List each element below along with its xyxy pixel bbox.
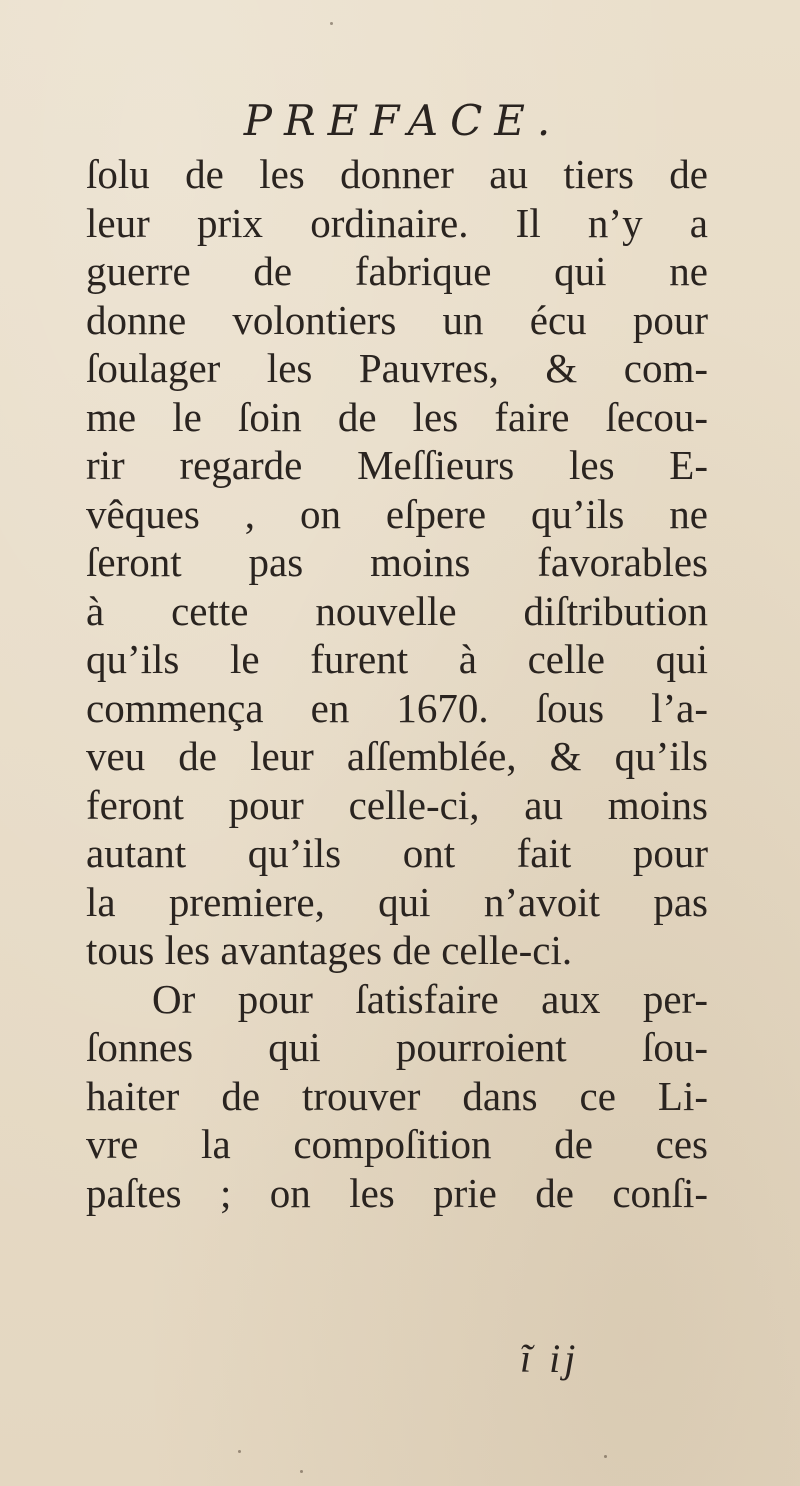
text-line: ſeront pas moins favorables bbox=[86, 539, 708, 585]
paper-speck bbox=[238, 1450, 241, 1453]
text-line: vêques , on eſpere qu’ils ne bbox=[86, 490, 708, 537]
text-line: haiter de trouver dans ce Li- bbox=[86, 1072, 708, 1119]
text-line: à cette nouvelle diſtribution bbox=[86, 587, 708, 634]
text-line: donne volontiers un écu pour bbox=[86, 296, 708, 343]
text-line: leur prix ordinaire. Il n’y a bbox=[86, 199, 708, 246]
running-title: PREFACE. bbox=[243, 96, 563, 145]
text-line: tous les avantages de celle-ci. bbox=[86, 927, 573, 973]
text-line: guerre de fabrique qui ne bbox=[86, 248, 708, 294]
body-text bbox=[86, 150, 708, 1217]
text-line: vre la compoſition de ces bbox=[86, 1121, 708, 1167]
text-line: rir regarde Meſſieurs les E- bbox=[86, 442, 708, 488]
text-line: me le ſoin de les faire ſecou- bbox=[86, 393, 708, 440]
text-line: ſoulager les Pauvres, & com- bbox=[86, 345, 708, 391]
paper-speck bbox=[604, 1455, 607, 1458]
text-line: paſtes ; on les prie de conſi- bbox=[86, 1169, 708, 1216]
text-line: commença en 1670. ſous l’a- bbox=[86, 684, 708, 731]
text-line: feront pour celle-ci, au moins bbox=[86, 781, 708, 828]
paragraph-first-line: Or pour ſatisfaire aux per- bbox=[152, 975, 708, 1022]
text-line: qu’ils le furent à celle qui bbox=[86, 636, 708, 682]
text-line: ſolu de les donner au tiers de bbox=[86, 151, 708, 197]
paper-speck bbox=[330, 22, 333, 25]
text-line: veu de leur aſſemblée, & qu’ils bbox=[86, 733, 708, 779]
text-line: la premiere, qui n’avoit pas bbox=[86, 878, 708, 925]
signature-mark: ĩ ij bbox=[520, 1336, 580, 1381]
paper-speck bbox=[300, 1470, 303, 1473]
text-line: autant qu’ils ont fait pour bbox=[86, 830, 708, 876]
text-line: ſonnes qui pourroient ſou- bbox=[86, 1024, 708, 1070]
